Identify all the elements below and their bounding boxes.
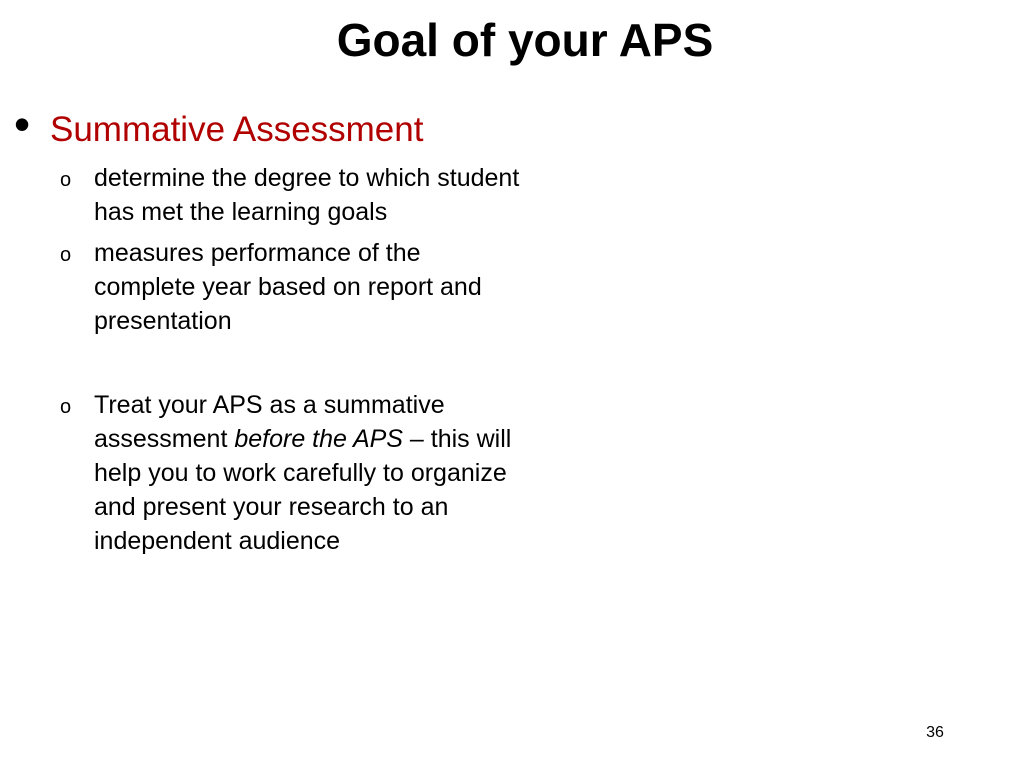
list-item	[58, 236, 528, 338]
section-heading: Summative Assessment	[50, 110, 424, 149]
list-item-emphasis: before the APS	[234, 425, 403, 453]
sub-bullet-marker: o	[60, 244, 72, 266]
slide-title: Goal of your APS	[336, 14, 714, 66]
list-item	[58, 388, 528, 558]
list-item	[58, 161, 528, 229]
list-item-text: determine the degree to which student has met the learning goals	[94, 164, 520, 226]
list-item-text: measures performance of the complete year based on report and presentation	[94, 239, 482, 335]
sub-bullet-list	[58, 161, 528, 565]
sub-bullet-marker: o	[60, 396, 72, 418]
sub-bullet-marker: o	[60, 169, 72, 191]
bullet-dot: •	[14, 98, 31, 150]
list-item-text: Treat your APS as a summative assessment	[94, 391, 445, 453]
list-item-text: – this will help you to work carefully to organize and present your research to an independent audience	[94, 425, 512, 555]
slide-number: 36	[926, 724, 944, 741]
